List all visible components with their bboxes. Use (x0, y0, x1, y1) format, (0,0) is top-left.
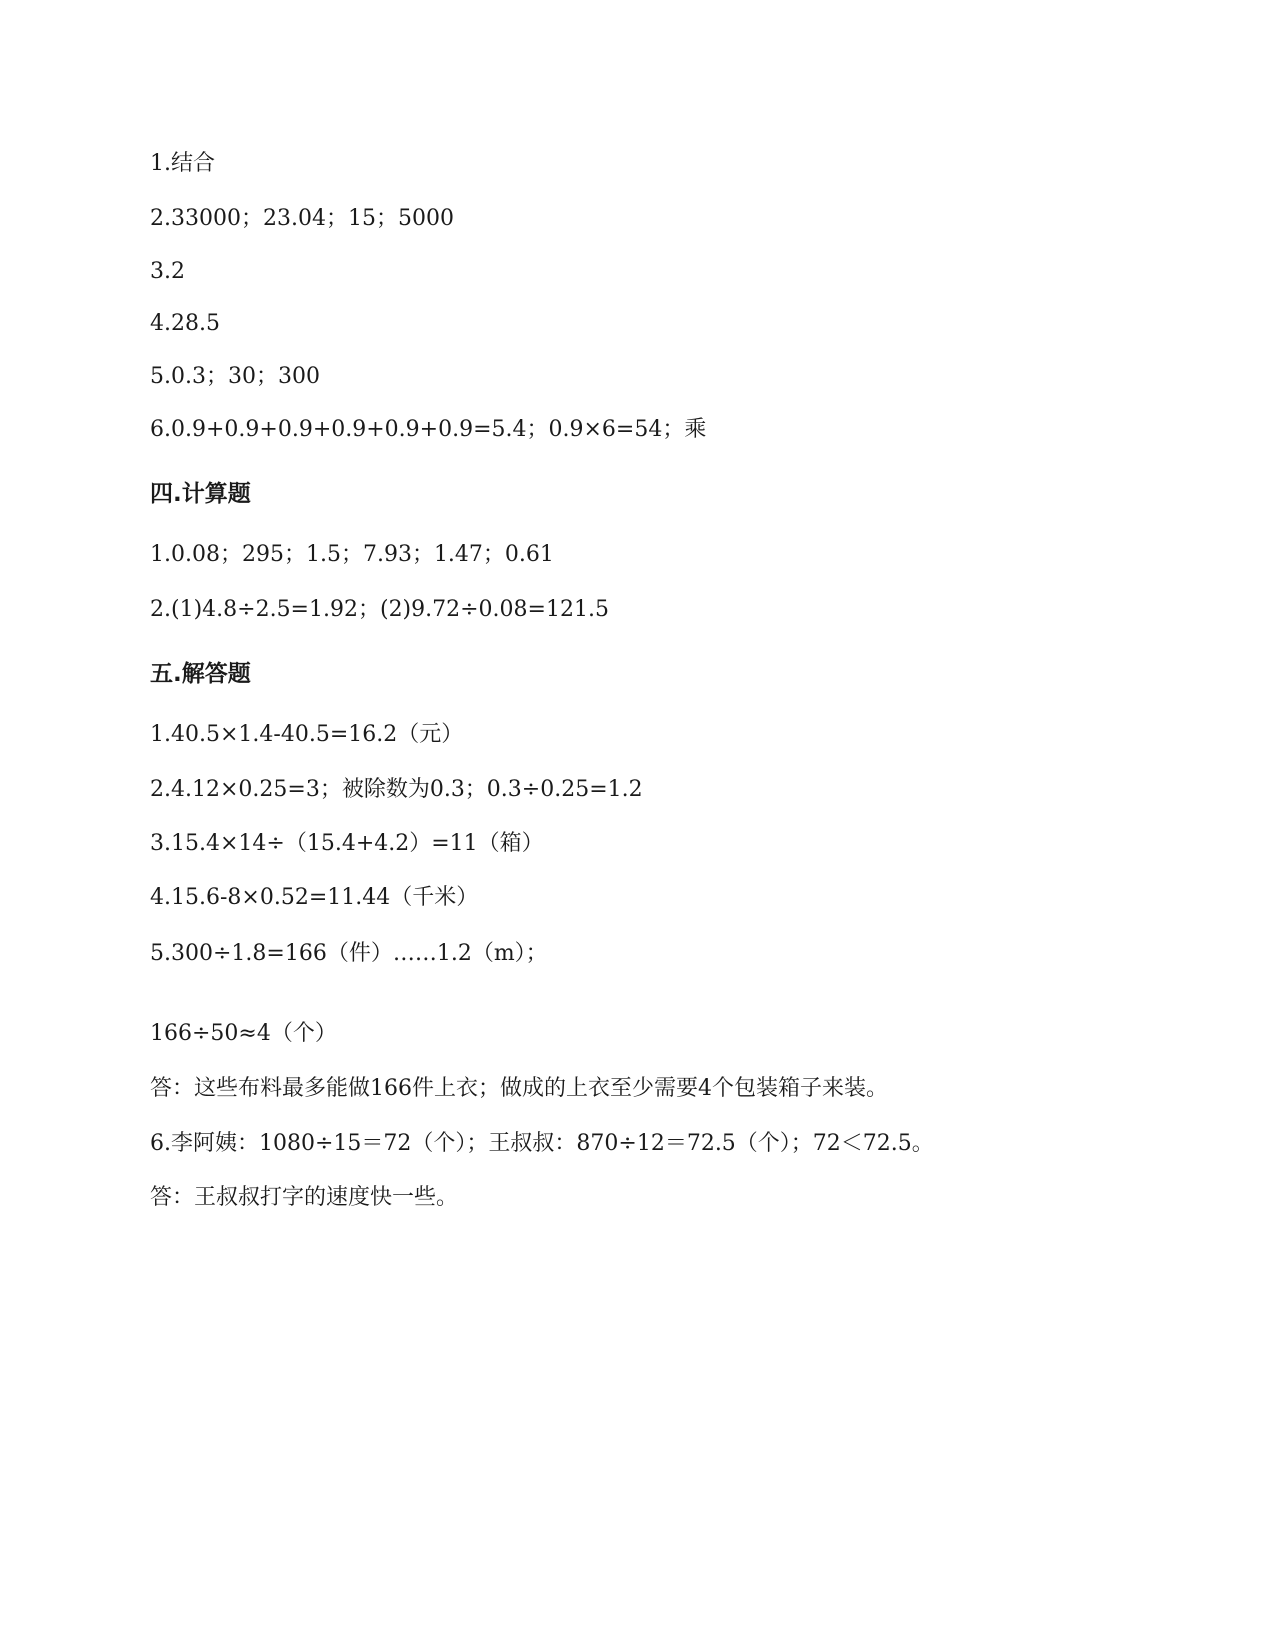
answer-4-2: 2.(1)4.8÷2.5=1.92；(2)9.72÷0.08=121.5 (150, 597, 609, 622)
answer-5-5-continued: 166÷50≈4（个） (150, 1021, 337, 1046)
section-heading-solutions: 五.解答题 (150, 661, 251, 687)
answer-5-2: 2.4.12×0.25=3；被除数为0.3；0.3÷0.25=1.2 (150, 777, 643, 802)
answer-3-4: 4.28.5 (150, 311, 220, 336)
answer-5-3: 3.15.4×14÷（15.4+4.2）=11（箱） (150, 831, 544, 856)
answer-3-2: 2.33000；23.04；15；5000 (150, 206, 454, 231)
answer-5-1: 1.40.5×1.4-40.5=16.2（元） (150, 722, 464, 747)
answer-5-6: 6.李阿姨：1080÷15＝72（个）；王叔叔：870÷12＝72.5（个）；72＜72.5。 (150, 1131, 934, 1156)
answer-5-5-conclusion: 答：这些布料最多能做166件上衣；做成的上衣至少需要4个包装箱子来装。 (150, 1076, 888, 1101)
answer-4-1: 1.0.08；295；1.5；7.93；1.47；0.61 (150, 542, 554, 567)
answer-3-1: 1.结合 (150, 151, 215, 176)
answer-3-5: 5.0.3；30；300 (150, 364, 320, 389)
answer-5-5: 5.300÷1.8=166（件）……1.2（m）； (150, 941, 548, 966)
answer-3-3: 3.2 (150, 259, 185, 284)
section-heading-calculation: 四.计算题 (150, 481, 251, 507)
answer-5-4: 4.15.6-8×0.52=11.44（千米） (150, 885, 479, 910)
answer-3-6: 6.0.9+0.9+0.9+0.9+0.9+0.9=5.4；0.9×6=54；乘 (150, 417, 707, 442)
answer-5-6-conclusion: 答：王叔叔打字的速度快一些。 (150, 1185, 459, 1210)
